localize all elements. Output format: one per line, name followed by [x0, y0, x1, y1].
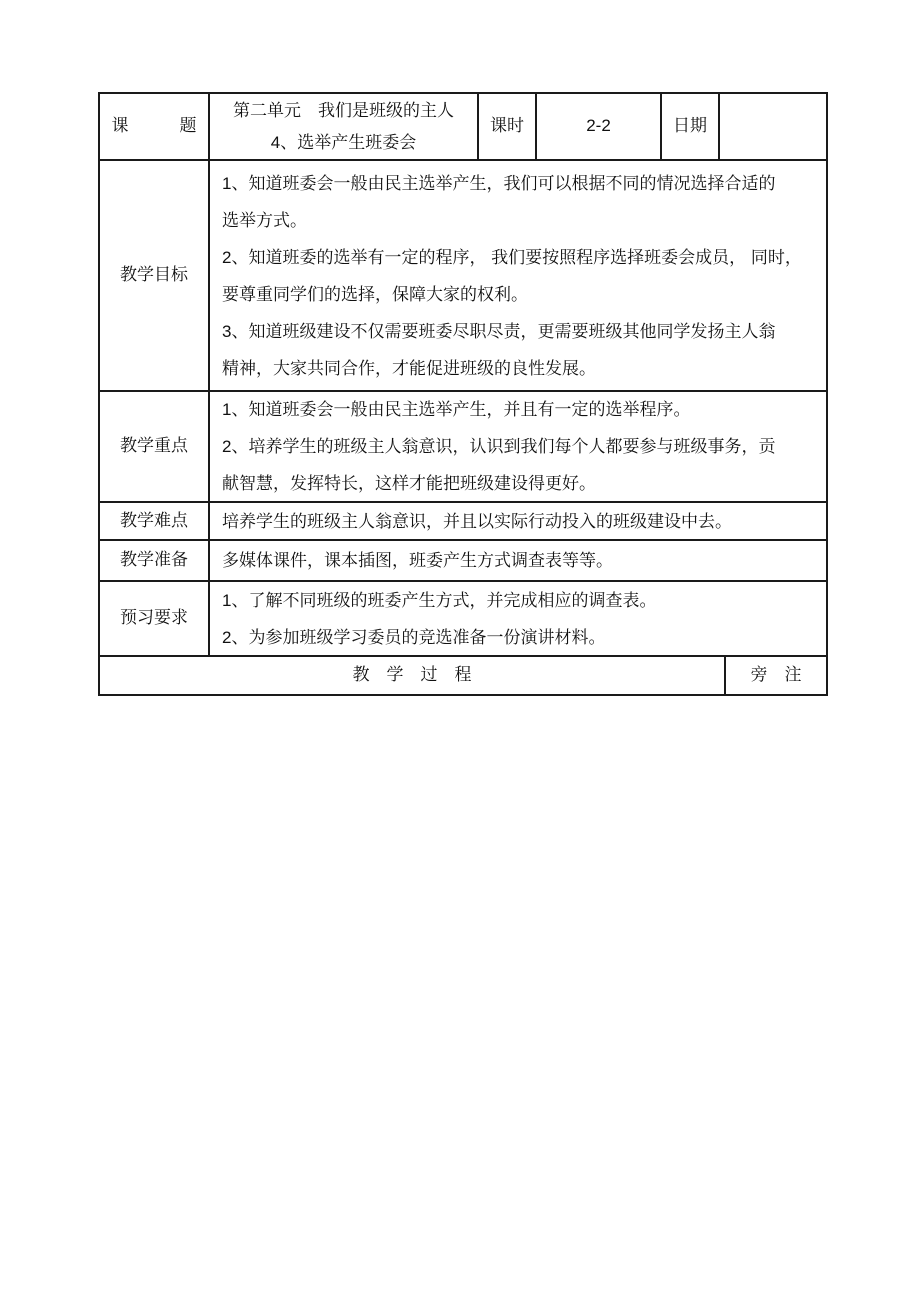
course-title-value: 第二单元 我们是班级的主人 4、选举产生班委会: [208, 94, 477, 159]
course-title-label: 课 题: [111, 116, 197, 136]
teaching-objectives-label: 教学目标: [120, 265, 188, 285]
teaching-preparation-text: 多媒体课件，课本插图，班委产生方式调查表等等。: [208, 541, 826, 580]
teaching-objectives-row: [100, 159, 826, 390]
teaching-process-row: [100, 655, 826, 694]
teaching-focus-row: [100, 390, 826, 501]
period-label: 课时: [477, 94, 535, 159]
margin-notes-header: 旁 注: [724, 657, 826, 694]
teaching-focus-label: 教学重点: [120, 436, 188, 456]
teaching-process-header: 教 学 过 程: [352, 665, 472, 685]
teaching-difficulty-label: 教学难点: [120, 510, 188, 530]
period-value: 2-2: [535, 94, 660, 159]
teaching-objectives-text: 1、知道班委会一般由民主选举产生，我们可以根据不同的情况选择合适的 选举方式。 2、知道班委的选举有一定的程序， 我们要按照程序选择班委会成员， 同时， 要尊重同学们的选择，保障大家的权利。 3、知道班级建设不仅需要班委尽职尽责，更需要班级其他同学发扬主人翁 精神，大家共同合作，才能促进班级的良性发展。: [208, 161, 826, 390]
teaching-focus-text: 1、知道班委会一般由民主选举产生，并且有一定的选举程序。 2、培养学生的班级主人翁意识，认识到我们每个人都要参与班级事务，贡 献智慧，发挥特长，这样才能把班级建设得更好。: [208, 392, 826, 501]
teaching-preparation-label: 教学准备: [120, 550, 188, 570]
teaching-difficulty-row: [100, 501, 826, 539]
date-label: 日期: [660, 94, 718, 159]
course-title-row: [100, 94, 826, 159]
preview-requirements-row: [100, 580, 826, 655]
lesson-plan-table: [98, 92, 828, 696]
preview-requirements-text: 1、了解不同班级的班委产生方式，并完成相应的调查表。 2、为参加班级学习委员的竞选准备一份演讲材料。: [208, 582, 826, 655]
date-value: [718, 94, 826, 159]
preview-requirements-label: 预习要求: [120, 608, 188, 628]
teaching-preparation-row: [100, 539, 826, 580]
teaching-difficulty-text: 培养学生的班级主人翁意识，并且以实际行动投入的班级建设中去。: [208, 503, 826, 539]
